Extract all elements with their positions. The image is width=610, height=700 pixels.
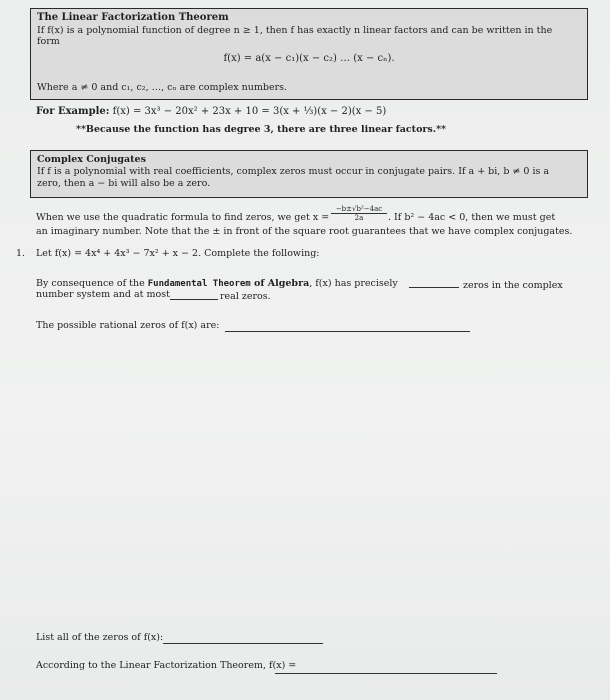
conjugates-line2: zero, then a − bi will also be a zero. [37, 178, 211, 189]
quadratic-denominator: 2a [354, 214, 364, 222]
quadratic-line2: an imaginary number. Note that the ± in front of the square root guarantees that we have complex conjugates. [36, 226, 573, 237]
quadratic-line1-end: . If b² − 4ac < 0, then we must get [388, 212, 556, 223]
rational-zeros-label: The possible rational zeros of f(x) are: [36, 320, 220, 331]
answer-blank-rational-zeros[interactable] [225, 331, 470, 332]
conjugates-title: Complex Conjugates [37, 154, 146, 165]
fta-line2-start: number system and at most [36, 289, 170, 300]
problem-number: 1. [16, 248, 26, 259]
problem-statement: Let f(x) = 4x⁴ + 4x³ − 7x² + x − 2. Complete the following: [36, 248, 320, 259]
example-line [36, 106, 386, 117]
answer-blank-factorization[interactable] [275, 673, 497, 674]
conjugates-box [30, 150, 588, 198]
conjugates-line1: If f is a polynomial with real coefficients, complex zeros must occur in conjugate pairs. If a + bi, b ≠ 0 is a [37, 166, 550, 177]
fta-line1-end: zeros in the complex [463, 280, 563, 291]
answer-blank-all-zeros[interactable] [163, 643, 323, 644]
theorem-formula: f(x) = a(x − c₁)(x − c₂) … (x − cₙ). [223, 53, 395, 64]
list-zeros-label: List all of the zeros of f(x): [36, 632, 164, 643]
example-note: **Because the function has degree 3, there are three linear factors.** [76, 124, 446, 135]
example-expression: f(x) = 3x³ − 20x² + 23x + 10 = 3(x + ⅓)(x − 2)(x − 5) [112, 106, 387, 117]
quadratic-numerator: −b±√b²−4ac [331, 205, 387, 214]
lft-label: According to the Linear Factorization Theorem, f(x) = [36, 660, 297, 671]
theorem-where: Where a ≠ 0 and c₁, c₂, …, cₙ are complex numbers. [37, 82, 288, 93]
fta-line2-end: real zeros. [220, 291, 271, 302]
theorem-text-line1: If f(x) is a polynomial function of degree n ≥ 1, then f has exactly n linear factors and can be written in the [37, 25, 553, 36]
answer-blank-real-zeros[interactable] [170, 299, 218, 300]
answer-blank-zero-count[interactable] [409, 287, 459, 288]
example-label: For Example: [36, 106, 110, 117]
quadratic-line1-start: When we use the quadratic formula to find zeros, we get x = [36, 212, 330, 223]
theorem-title: The Linear Factorization Theorem [37, 12, 229, 23]
quadratic-fraction [331, 205, 387, 222]
fta-line1-start: By consequence of the Fundamental Theorem of Algebra, f(x) has precisely [36, 278, 398, 289]
theorem-text-line2: form [37, 36, 60, 47]
theorem-box [30, 8, 588, 100]
